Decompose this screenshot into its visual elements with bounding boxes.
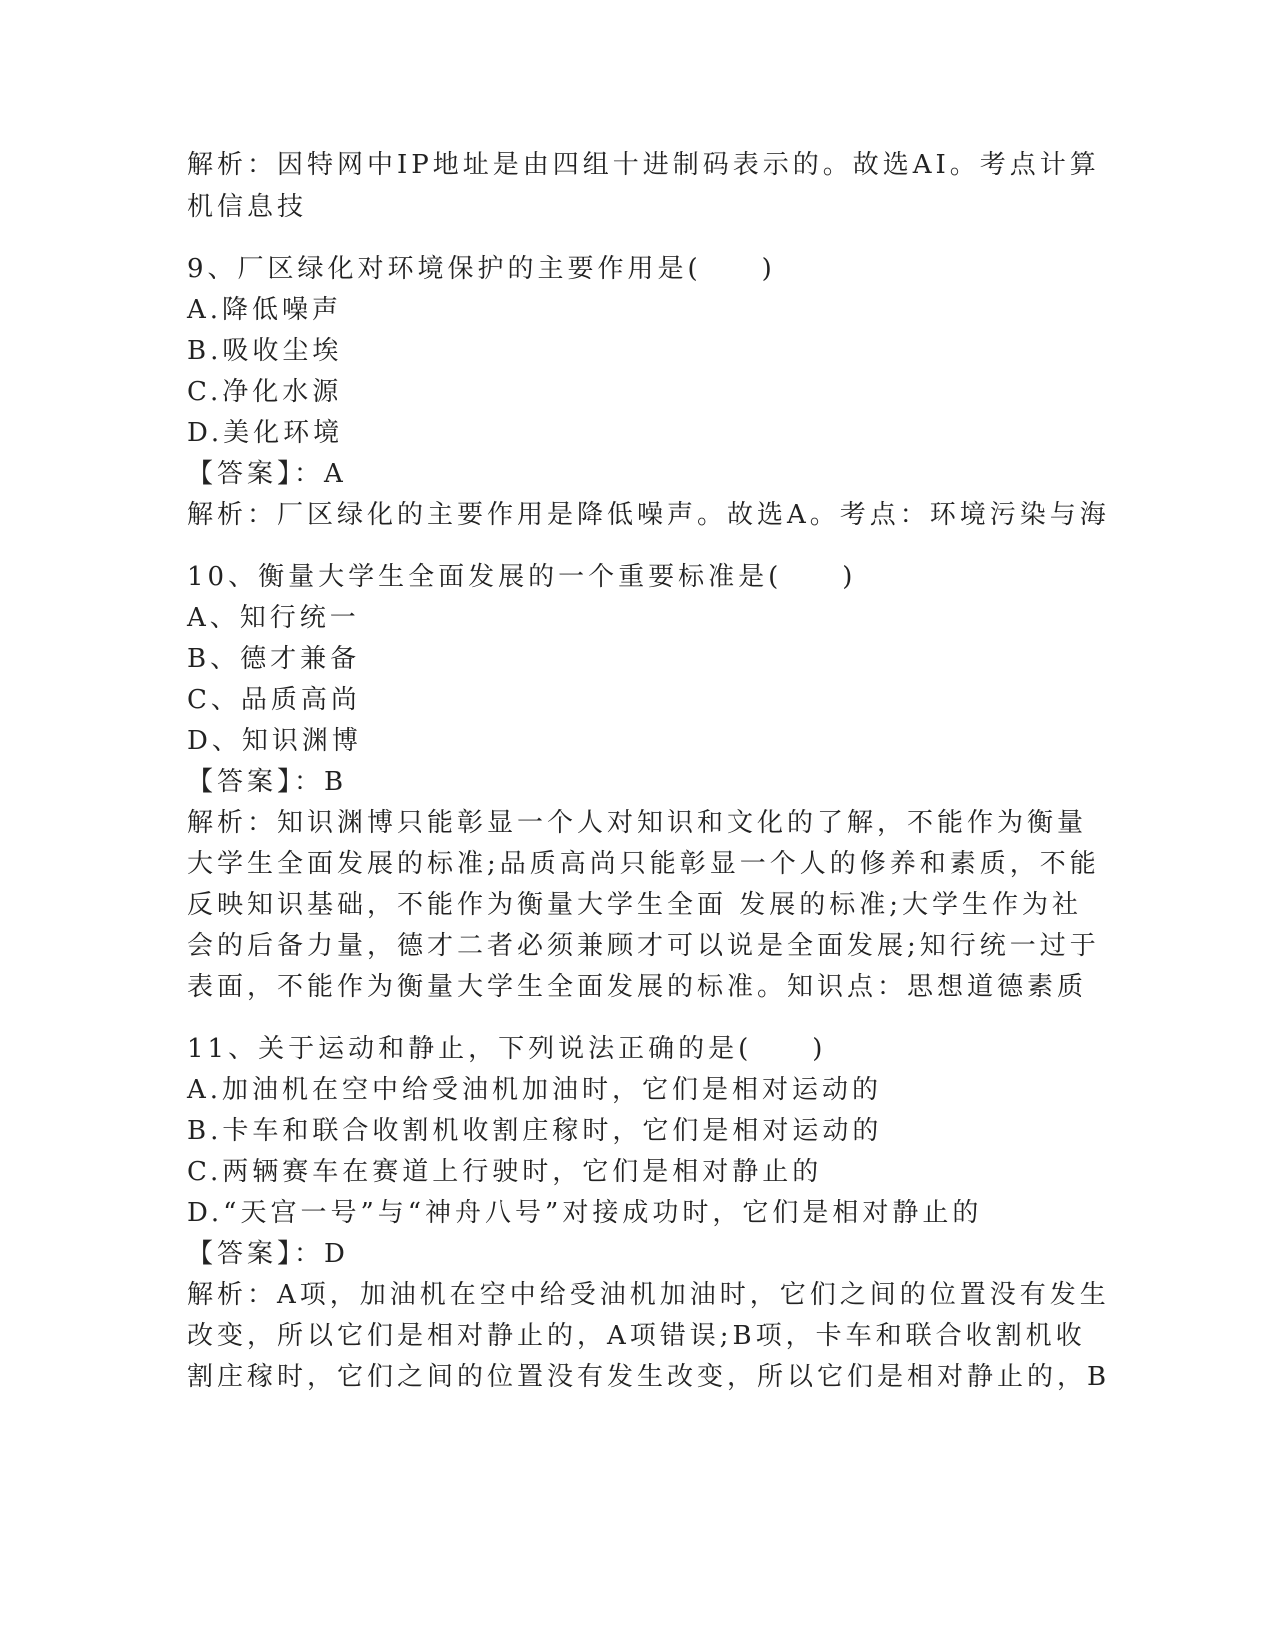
- question-10-option-d: D、知识渊博: [187, 726, 362, 756]
- question-11-option-a: A.加油机在空中给受油机加油时，它们是相对运动的: [187, 1075, 883, 1105]
- question-11-analysis: 改变，所以它们是相对静止的，A项错误;B项，卡车和联合收割机收: [187, 1321, 1086, 1351]
- question-10-option-a: A、知行统一: [187, 603, 360, 633]
- question-11-option-d: D.“天宫一号”与“神舟八号”对接成功时，它们是相对静止的: [187, 1198, 983, 1228]
- question-10-option-c: C、品质高尚: [187, 685, 361, 715]
- question-11-option-c: C.两辆赛车在赛道上行驶时，它们是相对静止的: [187, 1157, 823, 1187]
- question-9-analysis: 解析：厂区绿化的主要作用是降低噪声。故选A。考点：环境污染与海: [187, 500, 1110, 530]
- question-10-analysis: 反映知识基础，不能作为衡量大学生全面 发展的标准;大学生作为社: [187, 890, 1083, 920]
- question-10-analysis: 解析：知识渊博只能彰显一个人对知识和文化的了解，不能作为衡量: [187, 808, 1088, 838]
- question-10-option-b: B、德才兼备: [187, 644, 361, 674]
- question-10-analysis: 会的后备力量，德才二者必须兼顾才可以说是全面发展;知行统一过于: [187, 931, 1100, 961]
- question-11-option-b: B.卡车和联合收割机收割庄稼时，它们是相对运动的: [187, 1116, 883, 1146]
- question-9-title: 9、厂区绿化对环境保护的主要作用是( ): [187, 254, 776, 284]
- question-10-analysis: 大学生全面发展的标准;品质高尚只能彰显一个人的修养和素质，不能: [187, 849, 1100, 879]
- question-11-analysis: 解析：A项，加油机在空中给受油机加油时，它们之间的位置没有发生: [187, 1280, 1110, 1310]
- question-11-answer: 【答案】：D: [187, 1239, 349, 1269]
- question-9-option-c: C.净化水源: [187, 377, 343, 407]
- question-9-option-d: D.美化环境: [187, 418, 344, 448]
- question-9-answer: 【答案】：A: [187, 459, 347, 489]
- analysis-text: 机信息技: [187, 192, 308, 222]
- question-11-analysis: 割庄稼时，它们之间的位置没有发生改变，所以它们是相对静止的，B: [187, 1362, 1111, 1392]
- question-10-answer: 【答案】：B: [187, 767, 348, 797]
- question-10-title: 10、衡量大学生全面发展的一个重要标准是( ): [187, 562, 857, 592]
- question-9-option-b: B.吸收尘埃: [187, 336, 343, 366]
- question-10-analysis: 表面，不能作为衡量大学生全面发展的标准。知识点：思想道德素质: [187, 972, 1088, 1002]
- question-9-option-a: A.降低噪声: [187, 295, 343, 325]
- analysis-text: 解析：因特网中IP地址是由四组十进制码表示的。故选AI。考点计算: [187, 150, 1100, 180]
- question-11-title: 11、关于运动和静止，下列说法正确的是( ): [187, 1034, 827, 1064]
